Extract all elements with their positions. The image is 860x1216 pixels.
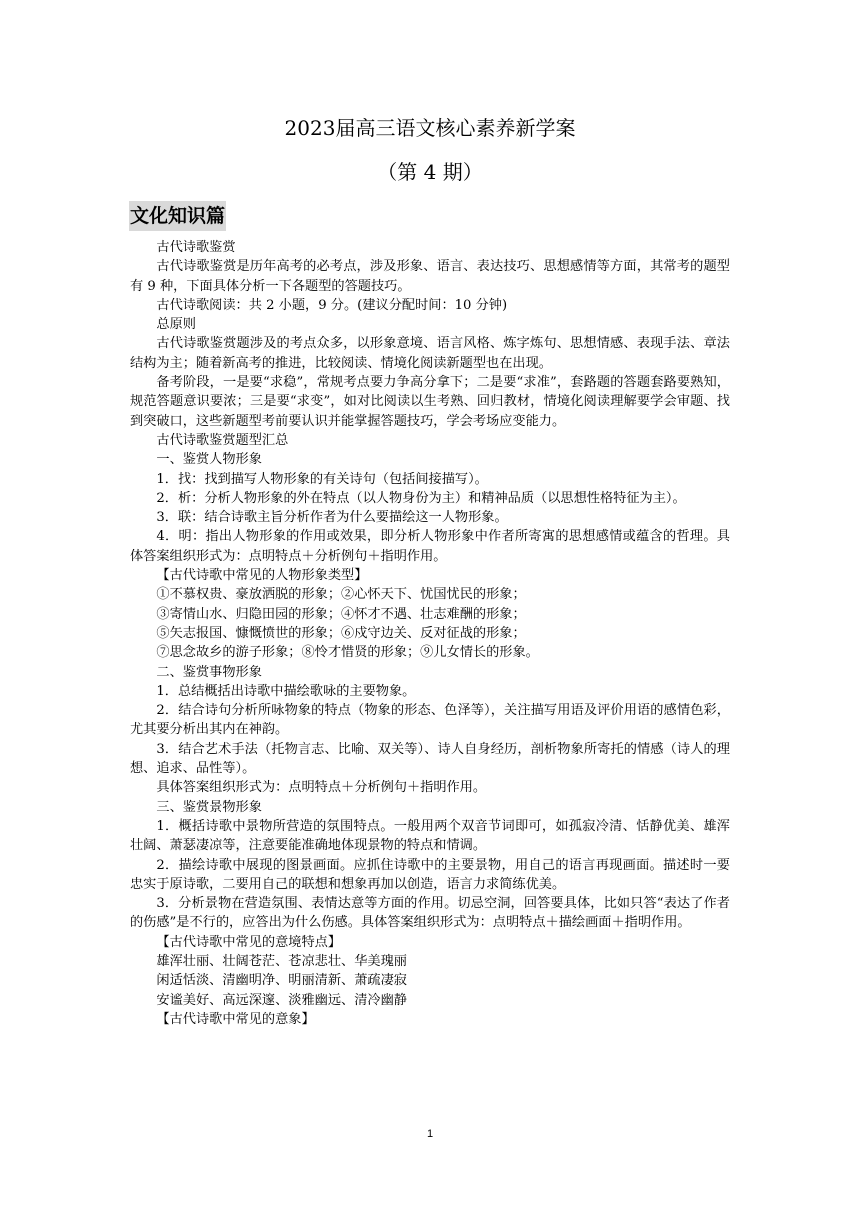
paragraph-bracket-heading: 【古代诗歌中常见的人物形象类型】 bbox=[156, 568, 368, 584]
list-item: 雄浑壮丽、壮阔苍茫、苍凉悲壮、华美瑰丽 bbox=[156, 953, 407, 969]
paragraph: 古代诗歌鉴赏题涉及的考点众多，以形象意境、语言风格、炼字炼句、思想情感、表现手法、章法结构为主；随着新高考的推进，比较阅读、情境化阅读新题型也在出现。 bbox=[130, 336, 730, 371]
paragraph-topic: 古代诗歌鉴赏 bbox=[156, 240, 236, 255]
document-title: 2023届高三语文核心素养新学案 bbox=[284, 116, 576, 140]
list-item: 闲适恬淡、清幽明净、明丽清新、萧疏凄寂 bbox=[156, 973, 407, 989]
paragraph: 具体答案组织形式为：点明特点＋分析例句＋指明作用。 bbox=[156, 780, 487, 796]
list-item: 1．找：找到描写人物形象的有关诗句（包括间接描写）。 bbox=[156, 471, 488, 487]
list-item: 3．结合艺术手法（托物言志、比喻、双关等）、诗人自身经历，剖析物象所寄托的情感（诗人的理想、追求、品性等）。 bbox=[130, 741, 730, 777]
list-item: ①不慕权贵、豪放洒脱的形象；②心怀天下、忧国忧民的形象； bbox=[156, 587, 526, 603]
list-item: 1．总结概括出诗歌中描绘歌咏的主要物象。 bbox=[156, 683, 416, 699]
paragraph-heading-principle: 总原则 bbox=[156, 317, 196, 333]
list-item: 2．结合诗句分析所咏物象的特点（物象的形态、色泽等），关注描写用语及评价用语的感情色彩，尤其要分析出其内在神韵。 bbox=[130, 703, 730, 738]
paragraph-heading-object: 二、鉴赏事物形象 bbox=[156, 664, 262, 680]
list-item: 2．析：分析人物形象的外在特点（以人物身份为主）和精神品质（以思想性格特征为主）。 bbox=[156, 490, 686, 506]
list-item: 1．概括诗歌中景物所营造的氛围特点。一般用两个双音节词即可，如孤寂冷清、恬静优美、雄浑壮阔、萧瑟凄凉等，注意要能准确地体现景物的特点和情调。 bbox=[130, 818, 730, 854]
page-number: 1 bbox=[426, 1128, 434, 1140]
list-item: 3．分析景物在营造氛围、表情达意等方面的作用。切忌空洞，回答要具体，比如只答“表达了作者的伤感”是不行的，应答出为什么伤感。具体答案组织形式为：点明特点＋描绘画面＋指明作用。 bbox=[130, 896, 730, 931]
list-item: ⑤矢志报国、慷慨愤世的形象；⑥戍守边关、反对征战的形象； bbox=[156, 625, 526, 641]
section-heading: 文化知识篇 bbox=[129, 201, 226, 231]
paragraph-heading-summary: 古代诗歌鉴赏题型汇总 bbox=[156, 432, 289, 448]
paragraph-exam-info: 古代诗歌阅读：共 2 小题，9 分。(建议分配时间：10 分钟) bbox=[156, 297, 508, 313]
list-item: ⑦思念故乡的游子形象；⑧怜才惜贤的形象；⑨儿女情长的形象。 bbox=[156, 645, 539, 661]
list-item: 安谧美好、高远深邃、淡雅幽远、清冷幽静 bbox=[156, 992, 407, 1008]
list-item: 3．联：结合诗歌主旨分析作者为什么要描绘这一人物形象。 bbox=[156, 510, 508, 526]
paragraph-bracket-heading: 【古代诗歌中常见的意境特点】 bbox=[156, 934, 342, 950]
paragraph: 备考阶段，一是要“求稳”，常规考点要力争高分拿下；二是要“求准”，套路题的答题套路要熟知，规范答题意识要浓；三是要“求变”，如对比阅读以生考熟、回归教材，情境化阅读理解要学会审题、找到突破口，这些新题型考前要认识并能掌握答题技巧，学会考场应变能力。 bbox=[130, 375, 730, 429]
paragraph-heading-character: 一、鉴赏人物形象 bbox=[156, 452, 262, 468]
paragraph-heading-scenery: 三、鉴赏景物形象 bbox=[156, 799, 262, 815]
paragraph-intro: 古代诗歌鉴赏是历年高考的必考点，涉及形象、语言、表达技巧、思想感情等方面，其常考的题型有 9 种，下面具体分析一下各题型的答题技巧。 bbox=[130, 259, 730, 294]
document-issue-number: （第 4 期） bbox=[377, 160, 483, 184]
list-item: ③寄情山水、归隐田园的形象；④怀才不遇、壮志难酬的形象； bbox=[156, 606, 526, 622]
list-item: 2．描绘诗歌中展现的图景画面。应抓住诗歌中的主要景物，用自己的语言再现画面。描述时一要忠实于原诗歌，二要用自己的联想和想象再加以创造，语言力求简练优美。 bbox=[130, 857, 730, 892]
paragraph-bracket-heading: 【古代诗歌中常见的意象】 bbox=[156, 1011, 315, 1027]
list-item: 4．明：指出人物形象的作用或效果，即分析人物形象中作者所寄寓的思想感情或蕴含的哲理。具体答案组织形式为：点明特点＋分析例句＋指明作用。 bbox=[130, 529, 730, 564]
document-body bbox=[130, 238, 730, 1029]
